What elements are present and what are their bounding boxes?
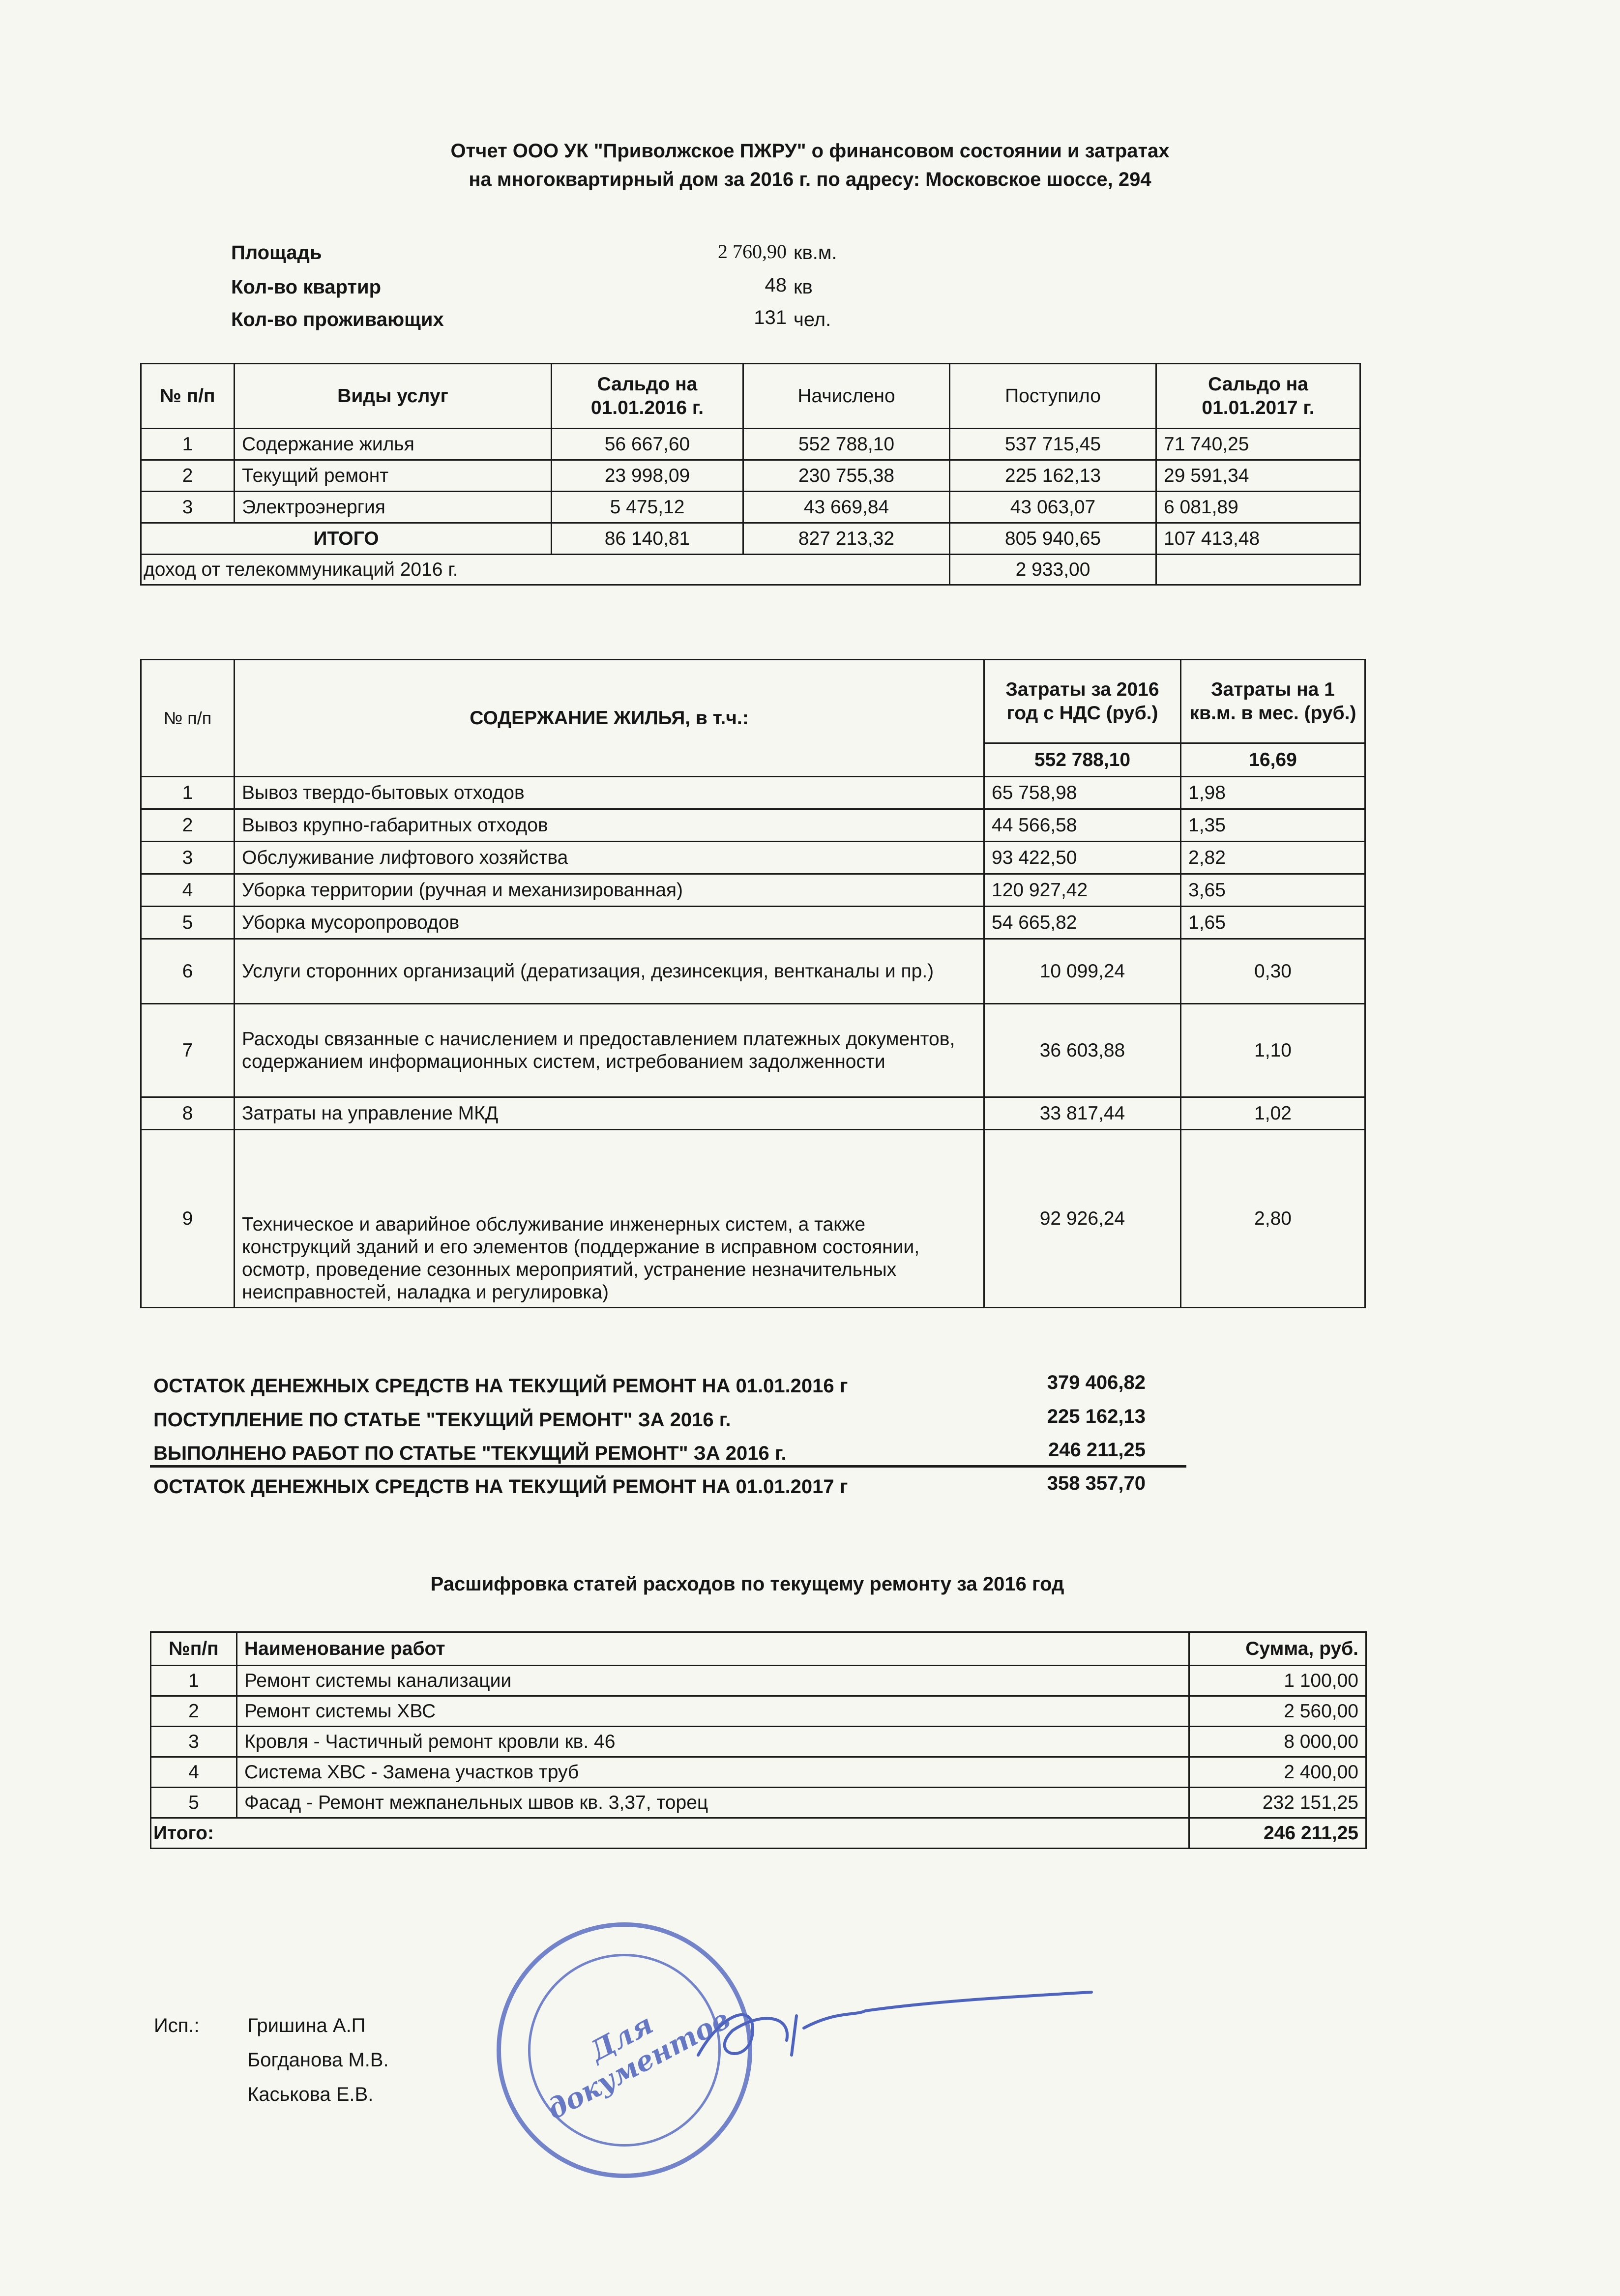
residents-label: Кол-во проживающих [231, 309, 444, 330]
cell-item: Расходы связанные с начислением и предоставлением платежных документов, содержанием информационных систем, истребованием задолженности [235, 1004, 984, 1097]
repair-total-value: 246 211,25 [1189, 1818, 1366, 1849]
table-row [151, 1757, 1366, 1788]
cell-service: Электроэнергия [235, 492, 552, 523]
cell-item: Уборка мусоропроводов [235, 907, 984, 939]
table-row [141, 429, 1360, 460]
cell-charged: 43 669,84 [743, 492, 950, 523]
maintenance-total-cost: 552 788,10 [984, 743, 1181, 777]
col-header-work: Наименование работ [237, 1632, 1189, 1666]
flats-label: Кол-во квартир [231, 276, 382, 298]
table-row [141, 492, 1360, 523]
telecom-value: 2 933,00 [950, 555, 1156, 585]
cell-per-m2: 1,65 [1181, 907, 1365, 939]
cell-item: Затраты на управление МКД [235, 1097, 984, 1130]
cell-per-m2: 3,65 [1181, 874, 1365, 907]
cell-num: 3 [151, 1727, 237, 1757]
col-header-cost-per-m2: Затраты на 1 кв.м. в мес. (руб.) [1181, 660, 1365, 743]
telecom-empty-cell [1156, 555, 1360, 585]
cell-per-m2: 1,02 [1181, 1097, 1365, 1130]
cell-sum: 2 400,00 [1189, 1757, 1366, 1788]
repair-spent-value: 246 211,25 [1048, 1439, 1146, 1461]
cell-num: 2 [141, 460, 235, 492]
cell-sum: 232 151,25 [1189, 1788, 1366, 1818]
cell-cost: 65 758,98 [984, 777, 1181, 809]
table-row [141, 1004, 1365, 1097]
executor-label: Исп.: [154, 2015, 200, 2036]
cell-item: Уборка территории (ручная и механизированная) [235, 874, 984, 907]
total-charged: 827 213,32 [743, 523, 950, 555]
col-header-cost-2016: Затраты за 2016 год с НДС (руб.) [984, 660, 1181, 743]
signature-scribble-icon [678, 1981, 1096, 2070]
cell-received: 537 715,45 [950, 429, 1156, 460]
cell-sum: 1 100,00 [1189, 1666, 1366, 1696]
maintenance-total-per-m2: 16,69 [1181, 743, 1365, 777]
col-header-maintenance: СОДЕРЖАНИЕ ЖИЛЬЯ, в т.ч.: [235, 660, 984, 777]
report-title-line1: Отчет ООО УК "Приволжское ПЖРУ" о финансовом состоянии и затратах [450, 140, 1170, 162]
cell-cost: 10 099,24 [984, 939, 1181, 1004]
total-balance-2017: 107 413,48 [1156, 523, 1360, 555]
repair-total-row [151, 1818, 1366, 1849]
total-received: 805 940,65 [950, 523, 1156, 555]
col-header-balance-2017: Сальдо на 01.01.2017 г. [1156, 364, 1360, 429]
table-row [151, 1696, 1366, 1727]
company-seal-center-text: Для документов [541, 2002, 736, 2126]
cell-balance-2017: 71 740,25 [1156, 429, 1360, 460]
table-row [141, 1097, 1365, 1130]
table-row [141, 939, 1365, 1004]
cell-num: 3 [141, 842, 235, 874]
cell-balance-2016: 23 998,09 [552, 460, 743, 492]
cell-charged: 552 788,10 [743, 429, 950, 460]
telecom-label: доход от телекоммуникаций 2016 г. [141, 555, 950, 585]
cell-cost: 120 927,42 [984, 874, 1181, 907]
cell-item: Обслуживание лифтового хозяйства [235, 842, 984, 874]
cell-work: Ремонт системы канализации [237, 1666, 1189, 1696]
residents-unit: чел. [794, 309, 831, 330]
cell-work: Система ХВС - Замена участков труб [237, 1757, 1189, 1788]
cell-cost: 93 422,50 [984, 842, 1181, 874]
repair-balance-2017-value: 358 357,70 [1047, 1472, 1146, 1494]
cell-num: 4 [151, 1757, 237, 1788]
executor-name-3: Каськова Е.В. [247, 2084, 374, 2105]
area-label: Площадь [231, 242, 322, 264]
flats-value: 48 [765, 274, 787, 296]
repair-table-header [151, 1632, 1366, 1666]
cell-per-m2: 2,82 [1181, 842, 1365, 874]
cell-num: 5 [141, 907, 235, 939]
repair-breakdown-title: Расшифровка статей расходов по текущему ремонту за 2016 год [430, 1573, 1064, 1595]
cell-charged: 230 755,38 [743, 460, 950, 492]
cell-per-m2: 1,10 [1181, 1004, 1365, 1097]
cell-num: 8 [141, 1097, 235, 1130]
cell-cost: 44 566,58 [984, 809, 1181, 842]
table-row [141, 777, 1365, 809]
table-row [151, 1788, 1366, 1818]
cell-cost: 54 665,82 [984, 907, 1181, 939]
maintenance-table-header [141, 660, 1365, 743]
housing-maintenance-table [140, 659, 1366, 1308]
cell-num: 2 [151, 1696, 237, 1727]
table-row [141, 460, 1360, 492]
cell-per-m2: 1,35 [1181, 809, 1365, 842]
col-header-received: Поступило [950, 364, 1156, 429]
table-row [141, 874, 1365, 907]
cell-num: 2 [141, 809, 235, 842]
cell-num: 1 [141, 429, 235, 460]
repair-received-value: 225 162,13 [1047, 1406, 1146, 1427]
col-header-num: № п/п [141, 364, 235, 429]
cell-num: 3 [141, 492, 235, 523]
col-header-balance-2016: Сальдо на 01.01.2016 г. [552, 364, 743, 429]
cell-balance-2016: 56 667,60 [552, 429, 743, 460]
table-row [141, 1130, 1365, 1308]
table-row [141, 809, 1365, 842]
repair-breakdown-table [150, 1631, 1367, 1849]
services-balance-table [140, 363, 1361, 586]
col-header-charged: Начислено [743, 364, 950, 429]
executor-name-1: Гришина А.П [247, 2015, 366, 2036]
col-header-sum: Сумма, руб. [1189, 1632, 1366, 1666]
summary-divider [150, 1465, 1186, 1468]
area-value: 2 760,90 [718, 240, 787, 263]
cell-cost: 33 817,44 [984, 1097, 1181, 1130]
cell-cost: 36 603,88 [984, 1004, 1181, 1097]
cell-per-m2: 1,98 [1181, 777, 1365, 809]
report-title-line2: на многоквартирный дом за 2016 г. по адресу: Московское шоссе, 294 [469, 169, 1151, 190]
cell-balance-2016: 5 475,12 [552, 492, 743, 523]
cell-balance-2017: 6 081,89 [1156, 492, 1360, 523]
repair-spent-label: ВЫПОЛНЕНО РАБОТ ПО СТАТЬЕ "ТЕКУЩИЙ РЕМОНТ" ЗА 2016 г. [153, 1442, 787, 1464]
cell-received: 225 162,13 [950, 460, 1156, 492]
cell-num: 1 [151, 1666, 237, 1696]
col-header-num: №п/п [151, 1632, 237, 1666]
cell-num: 1 [141, 777, 235, 809]
total-balance-2016: 86 140,81 [552, 523, 743, 555]
cell-work: Ремонт системы ХВС [237, 1696, 1189, 1727]
cell-item: Вывоз крупно-габаритных отходов [235, 809, 984, 842]
col-header-num: № п/п [141, 660, 235, 777]
repair-received-label: ПОСТУПЛЕНИЕ ПО СТАТЬЕ "ТЕКУЩИЙ РЕМОНТ" ЗА 2016 г. [153, 1409, 731, 1431]
cell-item: Техническое и аварийное обслуживание инженерных систем, а также конструкций зданий и его элементов (поддержание в исправном состоянии, осмотр, проведение сезонных мероприятий, устранение незначительных неисправностей, наладка и регулировка) [235, 1130, 984, 1308]
cell-cost: 92 926,24 [984, 1130, 1181, 1308]
services-table-header [141, 364, 1360, 429]
cell-per-m2: 2,80 [1181, 1130, 1365, 1308]
cell-num: 7 [141, 1004, 235, 1097]
col-header-service: Виды услуг [235, 364, 552, 429]
cell-num: 6 [141, 939, 235, 1004]
cell-num: 4 [141, 874, 235, 907]
cell-service: Содержание жилья [235, 429, 552, 460]
repair-balance-2017-label: ОСТАТОК ДЕНЕЖНЫХ СРЕДСТВ НА ТЕКУЩИЙ РЕМОНТ НА 01.01.2017 г [153, 1476, 848, 1498]
total-row [141, 523, 1360, 555]
cell-balance-2017: 29 591,34 [1156, 460, 1360, 492]
cell-sum: 8 000,00 [1189, 1727, 1366, 1757]
executor-name-2: Богданова М.В. [247, 2049, 389, 2071]
repair-balance-2016-value: 379 406,82 [1047, 1372, 1146, 1393]
table-row [151, 1666, 1366, 1696]
repair-total-label: Итого: [151, 1818, 1189, 1849]
area-unit: кв.м. [794, 242, 837, 264]
cell-work: Кровля - Частичный ремонт кровли кв. 46 [237, 1727, 1189, 1757]
residents-value: 131 [754, 307, 787, 328]
cell-num: 9 [141, 1130, 235, 1308]
total-label: ИТОГО [141, 523, 552, 555]
cell-service: Текущий ремонт [235, 460, 552, 492]
table-row [141, 842, 1365, 874]
telecom-income-row [141, 555, 1360, 585]
cell-item: Услуги сторонних организаций (дератизация, дезинсекция, вентканалы и пр.) [235, 939, 984, 1004]
cell-received: 43 063,07 [950, 492, 1156, 523]
cell-num: 5 [151, 1788, 237, 1818]
table-row [141, 907, 1365, 939]
cell-item: Вывоз твердо-бытовых отходов [235, 777, 984, 809]
cell-work: Фасад - Ремонт межпанельных швов кв. 3,37, торец [237, 1788, 1189, 1818]
cell-per-m2: 0,30 [1181, 939, 1365, 1004]
repair-balance-2016-label: ОСТАТОК ДЕНЕЖНЫХ СРЕДСТВ НА ТЕКУЩИЙ РЕМОНТ НА 01.01.2016 г [153, 1375, 848, 1397]
flats-unit: кв [794, 276, 813, 298]
table-row [151, 1727, 1366, 1757]
cell-sum: 2 560,00 [1189, 1696, 1366, 1727]
